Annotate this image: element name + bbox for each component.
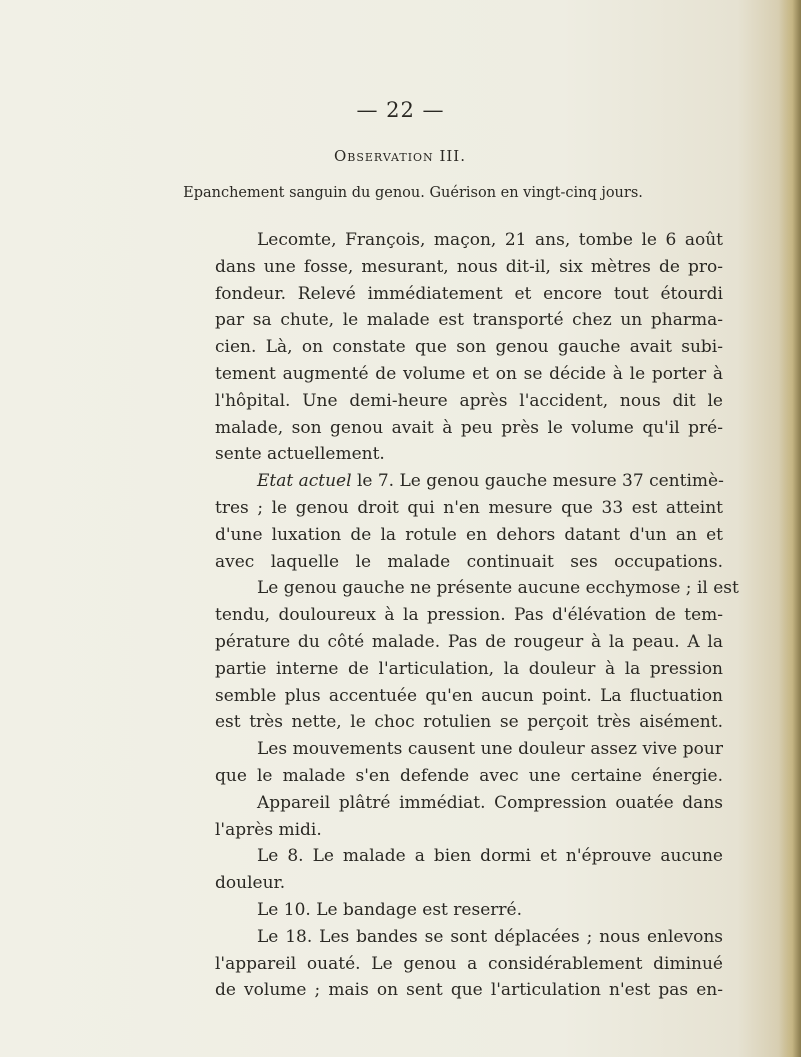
- text-line: que le malade s'en defende avec une certaine énergie.: [215, 765, 723, 786]
- text-line: l'hôpital. Une demi-heure après l'accident, nous dit le: [215, 390, 723, 411]
- text-line: tendu, douloureux à la pression. Pas d'élévation de tem-: [215, 605, 723, 626]
- text-line: sente actuellement.: [215, 444, 385, 465]
- text-line: de volume ; mais on sent que l'articulation n'est pas en-: [215, 980, 723, 1001]
- text-line: est très nette, le choc rotulien se perçoit très aisément.: [215, 712, 723, 733]
- text-line: Lecomte, François, maçon, 21 ans, tombe le 6 août: [257, 230, 723, 250]
- page-number: — 22 —: [356, 98, 445, 122]
- observation-title: Observation III.: [333, 147, 466, 165]
- text-line: malade, son genou avait à peu près le volume qu'il pré-: [215, 417, 723, 438]
- text-line: l'appareil ouaté. Le genou a considérablement diminué: [215, 953, 723, 974]
- text-line: par sa chute, le malade est transporté chez un pharma-: [215, 310, 723, 331]
- text-line-etat: [217, 468, 723, 495]
- text-line: douleur.: [215, 873, 286, 894]
- text-line: fondeur. Relevé immédiatement et encore tout étourdi: [215, 283, 723, 304]
- text-line: d'une luxation de la rotule en dehors datant d'un an et: [215, 524, 723, 545]
- text-line: Le genou gauche ne présente aucune ecchymose ; il est: [257, 578, 739, 599]
- text-line: Appareil plâtré immédiat. Compression ouatée dans: [257, 792, 723, 813]
- text-line: pérature du côté malade. Pas de rougeur à la peau. A la: [215, 631, 723, 652]
- text-line: avec laquelle le malade continuait ses occupations.: [215, 551, 723, 572]
- text-line: tres ; le genou droit qui n'en mesure que 33 est atteint: [215, 497, 723, 518]
- text-line: l'après midi.: [215, 819, 322, 840]
- observation-subtitle: Epanchement sanguin du genou. Guérison en vingt-cinq jours.: [183, 185, 643, 201]
- text-line: semble plus accentuée qu'en aucun point. La fluctuation: [215, 685, 723, 706]
- text-line: Le 8. Le malade a bien dormi et n'éprouve aucune: [257, 846, 723, 867]
- text-line: Le 18. Les bandes se sont déplacées ; nous enlevons: [257, 926, 723, 947]
- etat-actuel-text: le 7. Le genou gauche mesure 37 centimè-: [356, 471, 724, 492]
- text-line: dans une fosse, mesurant, nous dit-il, six mètres de pro-: [215, 256, 723, 277]
- text-line: partie interne de l'articulation, la douleur à la pression: [215, 658, 723, 679]
- text-line: Le 10. Le bandage est reserré.: [257, 899, 522, 920]
- text-line: tement augmenté de volume et on se décide à le porter à: [215, 363, 723, 384]
- etat-actuel-label: Etat actuel: [257, 471, 352, 492]
- text-line: Les mouvements causent une douleur assez vive pour: [257, 739, 723, 760]
- body-text: [215, 227, 739, 1004]
- text-line: cien. Là, on constate que son genou gauche avait subi-: [215, 337, 723, 358]
